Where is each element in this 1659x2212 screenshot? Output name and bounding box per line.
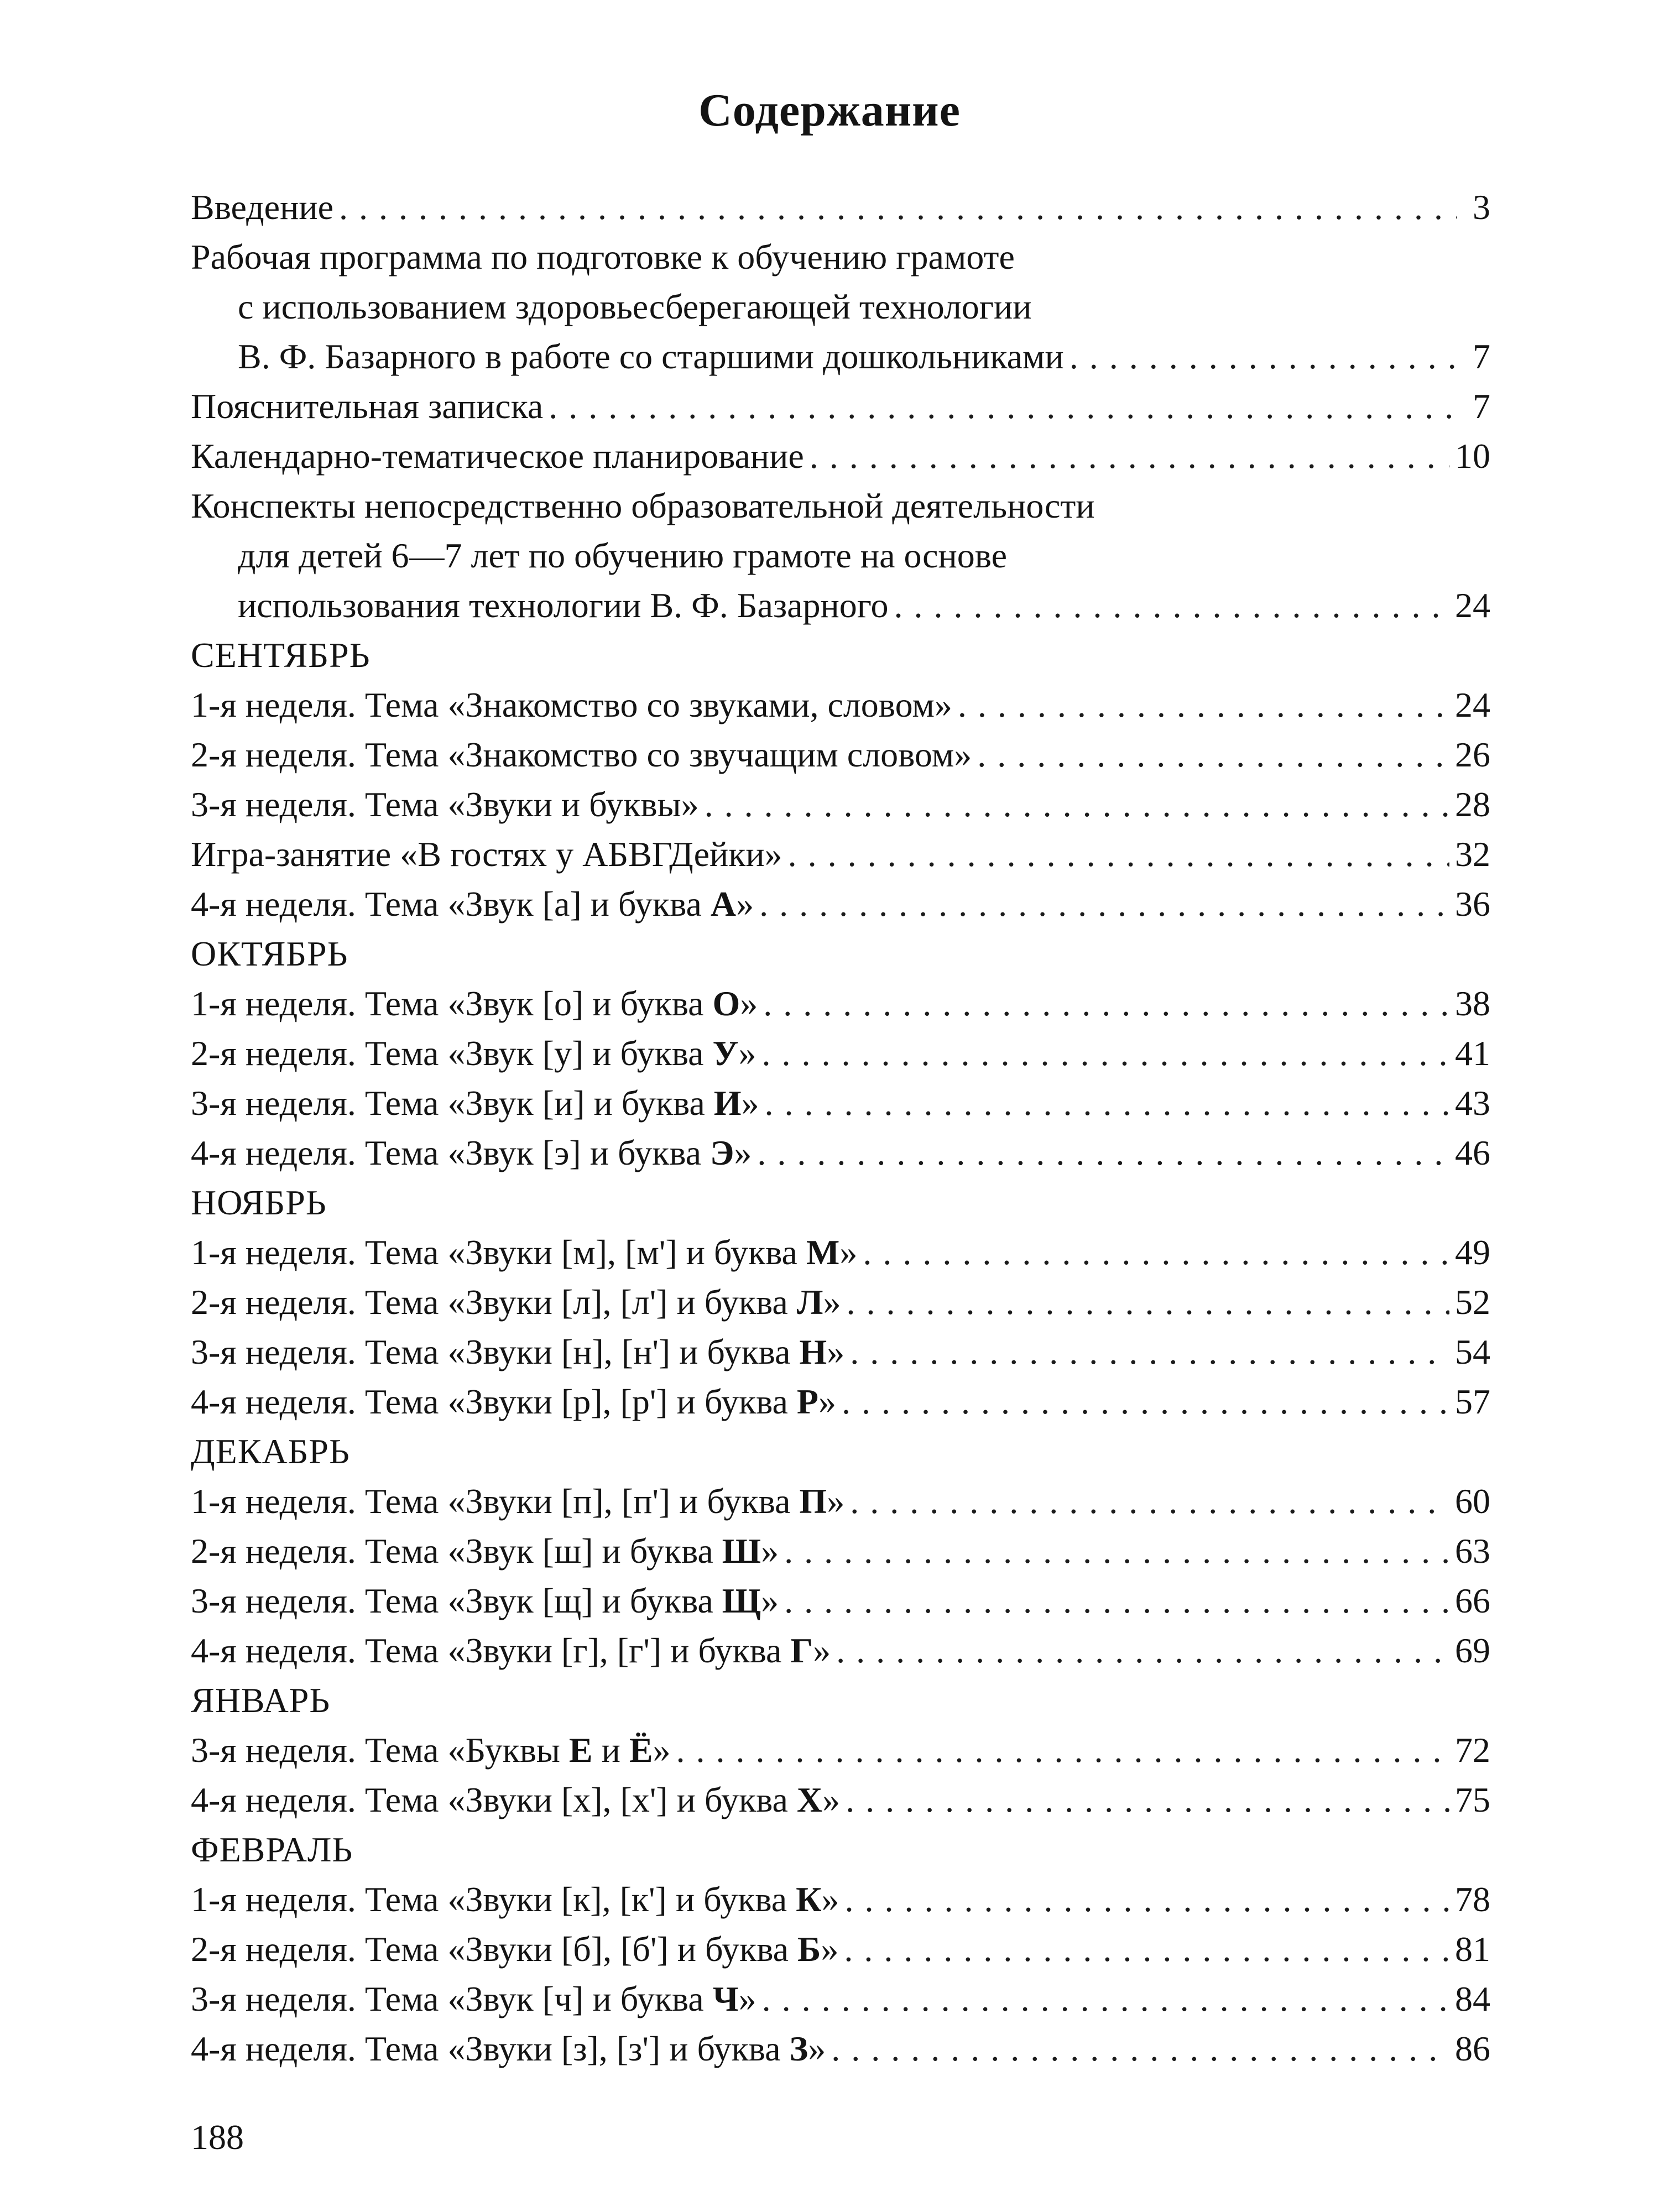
toc-entry-plan[interactable] — [191, 431, 1490, 481]
leader-dots — [894, 581, 1449, 630]
toc-entry-page: 52 — [1455, 1282, 1490, 1322]
toc-entry-text-main: 4-я неделя. Тема «Звуки [р], [р'] и буква — [191, 1382, 797, 1421]
toc-entry-page: 57 — [1455, 1382, 1490, 1421]
toc-entry[interactable] — [191, 1377, 1490, 1427]
toc-entry-text — [191, 879, 754, 929]
toc-entry-text — [191, 680, 952, 730]
toc-entry[interactable] — [191, 730, 1490, 780]
leader-dots — [762, 1974, 1449, 2024]
toc-entry[interactable] — [191, 1875, 1490, 1924]
toc-entry-text-main: 2-я неделя. Тема «Звук [ш] и буква — [191, 1531, 722, 1571]
toc-entry-program-line3[interactable] — [191, 332, 1490, 382]
toc-entry-text: Рабочая программа по подготовке к обучению грамоте — [191, 237, 1015, 276]
toc-entry-text — [191, 1576, 779, 1626]
toc-entry[interactable] — [191, 1924, 1490, 1974]
leader-dots — [705, 780, 1449, 830]
letter-highlight: А — [710, 884, 737, 924]
toc-entry-page: 3 — [1473, 187, 1490, 227]
toc-entry-text-tail: и — [592, 1730, 629, 1770]
toc-entry-text-main: 1-я неделя. Тема «Звуки [п], [п'] и буква — [191, 1481, 800, 1521]
month-name: ЯНВАРЬ — [191, 1681, 331, 1720]
toc-entry-text — [191, 1477, 844, 1526]
toc-month-heading — [191, 1427, 1490, 1477]
toc-entry-text-main: 1-я неделя. Тема «Знакомство со звуками, словом» — [191, 685, 952, 724]
toc-entry-text: Пояснительная записка — [191, 387, 544, 426]
toc-entry-text-main: 4-я неделя. Тема «Звук [а] и буква — [191, 884, 711, 924]
toc-entry-text: В. Ф. Базарного в работе со старшими дошкольниками — [238, 337, 1064, 376]
toc-month-heading — [191, 630, 1490, 680]
leader-dots — [977, 730, 1449, 780]
toc-entry[interactable] — [191, 1626, 1490, 1676]
toc-entry-text-main: 4-я неделя. Тема «Звук [э] и буква — [191, 1133, 710, 1172]
letter-highlight: Р — [796, 1382, 818, 1421]
toc-entry[interactable] — [191, 780, 1490, 830]
toc-entry-text-main: 3-я неделя. Тема «Звуки и буквы» — [191, 785, 699, 824]
toc-entry-text — [191, 1128, 752, 1178]
toc-entry-text — [191, 830, 782, 879]
toc-entry-text — [191, 1875, 839, 1924]
leader-dots — [784, 1526, 1449, 1576]
toc-entry-page: 7 — [1473, 387, 1490, 426]
letter-highlight: Е — [568, 1730, 593, 1770]
toc-entry[interactable] — [191, 680, 1490, 730]
toc-entry-program-line1[interactable] — [191, 232, 1490, 282]
toc-entry[interactable] — [191, 1526, 1490, 1576]
toc-entry-text — [191, 1924, 838, 1974]
letter-highlight: Л — [796, 1282, 823, 1322]
leader-dots — [842, 1377, 1449, 1427]
letter-highlight: Щ — [722, 1581, 761, 1620]
toc-entry-text-tail: » — [808, 2029, 826, 2068]
toc-entry[interactable] — [191, 1974, 1490, 2024]
month-name: ОКТЯБРЬ — [191, 934, 348, 973]
toc-entry-text — [191, 1377, 836, 1427]
leader-dots — [1070, 332, 1457, 382]
toc-entry-page: 84 — [1455, 1979, 1490, 2018]
toc-entry-text-tail: » — [738, 1034, 757, 1073]
toc-entry-text — [191, 1974, 757, 2024]
toc-entry-text: с использованием здоровьесберегающей технологии — [238, 287, 1032, 326]
toc-entry-page: 41 — [1455, 1034, 1490, 1073]
leader-dots — [831, 2024, 1449, 2074]
leader-dots — [846, 1775, 1449, 1825]
toc-entry-text-main: 4-я неделя. Тема «Звуки [з], [з'] и буква — [191, 2029, 790, 2068]
leader-dots — [850, 1327, 1449, 1377]
toc-entry-text-tail: » — [821, 1929, 839, 1969]
toc-entry-text-main: 3-я неделя. Тема «Звуки [н], [н'] и буква — [191, 1332, 800, 1371]
toc-entry-text-tail: » — [736, 884, 754, 924]
toc-entry-text-main: 1-я неделя. Тема «Звуки [к], [к'] и буква — [191, 1880, 796, 1919]
letter-highlight: О — [712, 984, 740, 1023]
leader-dots — [339, 182, 1457, 232]
letter-highlight: П — [799, 1481, 827, 1521]
leader-dots — [836, 1626, 1449, 1676]
page-title: Содержание — [698, 85, 961, 136]
page-number: 188 — [191, 2117, 244, 2157]
toc-entry-page: 72 — [1455, 1730, 1490, 1770]
toc-entry-text-main: 2-я неделя. Тема «Звук [у] и буква — [191, 1034, 713, 1073]
toc-entry-page: 86 — [1455, 2029, 1490, 2068]
toc-entry-text-tail: » — [761, 1531, 779, 1571]
toc-entry-note[interactable] — [191, 382, 1490, 431]
toc-entry-text: Календарно-тематическое планирование — [191, 436, 804, 476]
toc-entry-text — [191, 1327, 844, 1377]
toc-entry-page: 10 — [1455, 436, 1490, 476]
toc-entry[interactable] — [191, 830, 1490, 879]
toc-entry-text-tail: » — [761, 1581, 779, 1620]
toc-entry-page: 24 — [1455, 685, 1490, 724]
leader-dots — [757, 1128, 1449, 1178]
toc-entry-page: 81 — [1455, 1929, 1490, 1969]
toc-entry-page: 38 — [1455, 984, 1490, 1023]
toc-months — [191, 630, 1490, 2074]
toc-entry-text-main: 3-я неделя. Тема «Звук [и] и буква — [191, 1083, 714, 1123]
toc-entry-page: 36 — [1455, 884, 1490, 924]
month-name: СЕНТЯБРЬ — [191, 635, 371, 675]
leader-dots — [788, 830, 1449, 879]
table-of-contents — [191, 182, 1490, 2074]
toc-entry-intro[interactable] — [191, 182, 1490, 232]
month-name: ДЕКАБРЬ — [191, 1432, 350, 1471]
toc-entry[interactable] — [191, 1029, 1490, 1078]
toc-month-heading — [191, 1825, 1490, 1875]
toc-entry-text-tail: » — [827, 1481, 845, 1521]
toc-entry-text — [191, 1775, 840, 1825]
toc-entry-text-main: 2-я неделя. Тема «Звуки [б], [б'] и буква — [191, 1929, 798, 1969]
toc-entry-text-main: 1-я неделя. Тема «Звук [о] и буква — [191, 984, 713, 1023]
toc-entry-page: 24 — [1455, 586, 1490, 625]
toc-entry-text-tail: » — [839, 1233, 858, 1272]
toc-entry-page: 26 — [1455, 735, 1490, 774]
toc-entry[interactable] — [191, 1576, 1490, 1626]
toc-entry-text: использования технологии В. Ф. Базарного — [238, 586, 889, 625]
leader-dots — [844, 1924, 1449, 1974]
toc-entry-page: 54 — [1455, 1332, 1490, 1371]
toc-entry-page: 69 — [1455, 1631, 1490, 1670]
toc-entry-text — [191, 730, 972, 780]
toc-entry-text — [191, 1228, 857, 1277]
letter-highlight: Ё — [629, 1730, 653, 1770]
letter-highlight: У — [712, 1034, 739, 1073]
toc-entry-text-main: 3-я неделя. Тема «Буквы — [191, 1730, 569, 1770]
leader-dots — [810, 431, 1449, 481]
toc-entry[interactable] — [191, 979, 1490, 1029]
toc-entry[interactable] — [191, 1228, 1490, 1277]
leader-dots — [784, 1576, 1449, 1626]
toc-entry-page: 49 — [1455, 1233, 1490, 1272]
month-name: ФЕВРАЛЬ — [191, 1830, 353, 1869]
toc-entry-summaries-line1[interactable] — [191, 481, 1490, 531]
toc-entry-text-main: 3-я неделя. Тема «Звук [ч] и буква — [191, 1979, 713, 2018]
toc-entry-text — [191, 1277, 841, 1327]
leader-dots — [765, 1078, 1449, 1128]
toc-entry-text-main: 3-я неделя. Тема «Звук [щ] и буква — [191, 1581, 722, 1620]
toc-entry-text: Введение — [191, 187, 333, 227]
toc-entry-text — [191, 1526, 779, 1576]
letter-highlight: Г — [790, 1631, 813, 1670]
toc-entry-text: Конспекты непосредственно образовательной деятельности — [191, 486, 1095, 525]
toc-entry-page: 78 — [1455, 1880, 1490, 1919]
toc-entry-text-tail: » — [653, 1730, 671, 1770]
toc-month-heading — [191, 929, 1490, 979]
toc-entry-page: 75 — [1455, 1780, 1490, 1819]
toc-entry[interactable] — [191, 1477, 1490, 1526]
toc-entry-text-tail: » — [822, 1780, 841, 1819]
toc-entry-text-tail: » — [821, 1880, 839, 1919]
toc-entry-text — [191, 1725, 671, 1775]
toc-entry-summaries-line2[interactable] — [191, 531, 1490, 581]
toc-entry-text: для детей 6—7 лет по обучению грамоте на основе — [238, 536, 1007, 575]
toc-entry[interactable] — [191, 2024, 1490, 2074]
toc-month-heading — [191, 1178, 1490, 1228]
leader-dots — [958, 680, 1449, 730]
leader-dots — [845, 1875, 1450, 1924]
toc-entry-text-tail: » — [734, 1133, 752, 1172]
toc-entry[interactable] — [191, 1128, 1490, 1178]
toc-entry-text — [191, 1078, 759, 1128]
toc-entry-text-main: Игра-занятие «В гостях у АБВГДейки» — [191, 834, 782, 874]
toc-entry-text-main: 1-я неделя. Тема «Звуки [м], [м'] и буква — [191, 1233, 806, 1272]
toc-entry-page: 7 — [1473, 337, 1490, 376]
leader-dots — [676, 1725, 1449, 1775]
toc-entry-page: 46 — [1455, 1133, 1490, 1172]
letter-highlight: Н — [799, 1332, 827, 1371]
letter-highlight: Х — [796, 1780, 823, 1819]
letter-highlight: З — [789, 2029, 808, 2068]
toc-entry-text-tail: » — [738, 1979, 757, 2018]
toc-entry-text-main: 4-я неделя. Тема «Звуки [х], [х'] и буква — [191, 1780, 797, 1819]
toc-entry-text-tail: » — [818, 1382, 836, 1421]
leader-dots — [761, 1029, 1449, 1078]
toc-entry-text — [191, 2024, 826, 2074]
toc-month-heading — [191, 1676, 1490, 1725]
toc-entry-program-line2[interactable] — [191, 282, 1490, 332]
toc-entry-text-tail: » — [823, 1282, 841, 1322]
letter-highlight: Ч — [712, 1979, 739, 2018]
leader-dots — [850, 1477, 1449, 1526]
leader-dots — [763, 979, 1449, 1029]
letter-highlight: И — [713, 1083, 742, 1123]
toc-entry-text-tail: » — [741, 1083, 759, 1123]
letter-highlight: Ш — [722, 1531, 761, 1571]
leader-dots — [549, 382, 1457, 431]
letter-highlight: Б — [797, 1929, 821, 1969]
toc-entry[interactable] — [191, 1725, 1490, 1775]
toc-entry-text-tail: » — [813, 1631, 831, 1670]
toc-entry-page: 43 — [1455, 1083, 1490, 1123]
toc-entry-text-tail: » — [740, 984, 758, 1023]
toc-entry-text — [191, 1626, 831, 1676]
toc-entry[interactable] — [191, 1078, 1490, 1128]
letter-highlight: К — [796, 1880, 822, 1919]
toc-entry-text — [191, 780, 699, 830]
toc-entry[interactable] — [191, 1327, 1490, 1377]
toc-entry-page: 28 — [1455, 785, 1490, 824]
leader-dots — [846, 1277, 1449, 1327]
toc-entry-page: 32 — [1455, 834, 1490, 874]
toc-entry[interactable] — [191, 1775, 1490, 1825]
toc-entry-text-main: 4-я неделя. Тема «Звуки [г], [г'] и буква — [191, 1631, 791, 1670]
toc-entry-page: 66 — [1455, 1581, 1490, 1620]
toc-entry-text-main: 2-я неделя. Тема «Знакомство со звучащим словом» — [191, 735, 972, 774]
toc-entry-summaries-line3[interactable] — [191, 581, 1490, 630]
toc-entry-text-tail: » — [827, 1332, 845, 1371]
toc-entry[interactable] — [191, 1277, 1490, 1327]
toc-entry-text-main: 2-я неделя. Тема «Звуки [л], [л'] и буква — [191, 1282, 797, 1322]
leader-dots — [863, 1228, 1449, 1277]
letter-highlight: М — [806, 1233, 840, 1272]
toc-entry-page: 60 — [1455, 1481, 1490, 1521]
toc-entry[interactable] — [191, 879, 1490, 929]
toc-entry-text — [191, 979, 758, 1029]
letter-highlight: Э — [709, 1133, 734, 1172]
leader-dots — [759, 879, 1449, 929]
month-name: НОЯБРЬ — [191, 1183, 327, 1222]
toc-entry-page: 63 — [1455, 1531, 1490, 1571]
toc-entry-text — [191, 1029, 756, 1078]
